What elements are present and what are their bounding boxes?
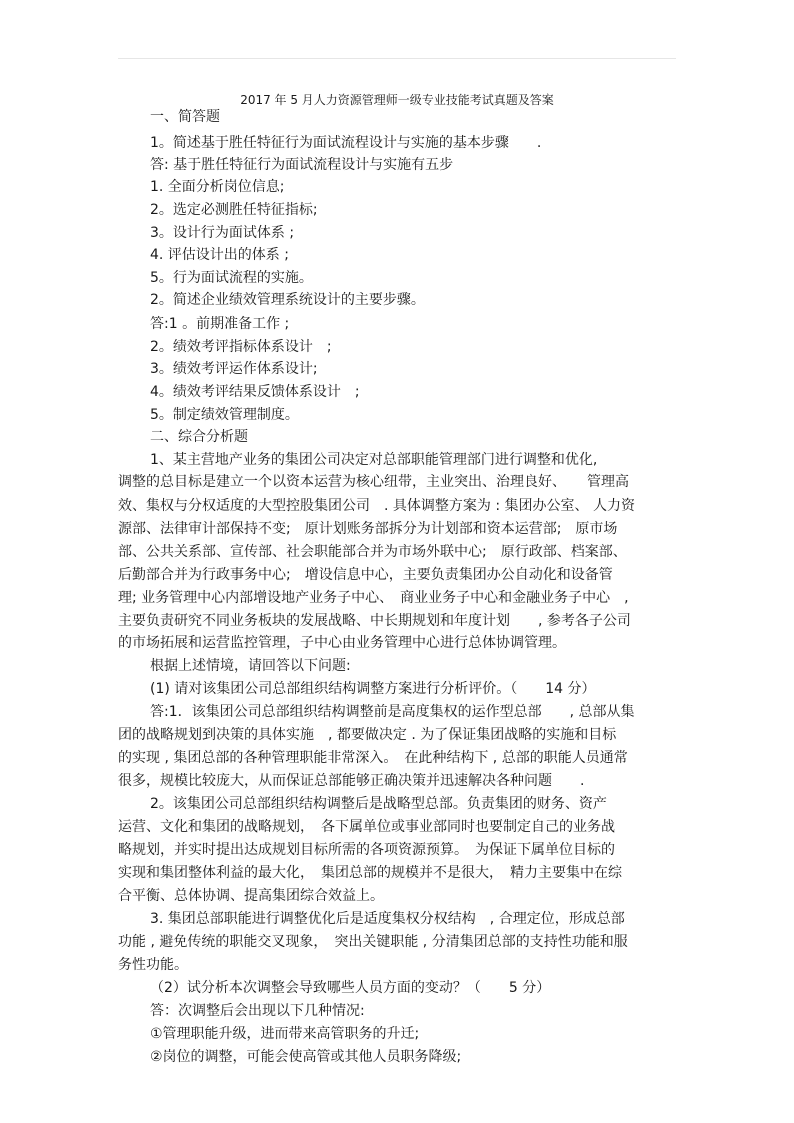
answer-line: 3。绩效考评运作体系设计; (150, 361, 318, 377)
answer-line: 功能 , 避免传统的职能交叉现象， 突出关键职能 , 分清集团总部的支持性功能和服 (118, 934, 628, 950)
case-paragraph-line: 理; 业务管理中心内部增设地产业务子中心、 商业业务子中心和金融业务子中心 , (118, 590, 629, 606)
question: （2）试分析本次调整会导致哪些人员方面的变动？（ 5 分） (150, 980, 551, 996)
case-paragraph-line: 源部、法律审计部保持不变; 原计划账务部拆分为计划部和资本运营部; 原市场 (118, 521, 618, 537)
case-paragraph-line: 调整的总目标是建立一个以资本运营为核心纽带，主业突出、治理良好、 管理高 (118, 474, 629, 490)
document-title: 2017 年 5 月人力资源管理师一级专业技能考试真题及答案 (240, 93, 554, 107)
question: (1) 请对该集团公司总部组织结构调整方案进行分析评价。（ 14 分） (150, 681, 596, 697)
prompt-line: 根据上述情境，请回答以下问题: (150, 658, 351, 674)
answer-line: 3. 集团总部职能进行调整优化后是适度集权分权结构 , 合理定位，形成总部 (150, 911, 625, 927)
answer-line: 2。绩效考评指标体系设计 ; (150, 339, 332, 355)
answer-line: 团的战略规划到决策的具体实施 , 都要做决定 . 为了保证集团战略的实施和目标 (118, 727, 617, 743)
answer-line: 实现和集团整体利益的最大化， 集团总部的规模并不是很大， 精力主要集中在综 (118, 865, 622, 881)
answer-line: 4。绩效考评结果反馈体系设计 ; (150, 384, 360, 400)
answer-line: 务性功能。 (118, 957, 188, 973)
answer-line: 运营、文化和集团的战略规划， 各下属单位或事业部同时也要制定自己的业务战 (118, 819, 615, 835)
answer-line: 略规划，并实时提出达成规划目标所需的各项资源预算。 为保证下属单位目标的 (118, 842, 615, 858)
case-paragraph-line: 1、某主营地产业务的集团公司决定对总部职能管理部门进行调整和优化, (150, 452, 598, 468)
case-paragraph-line: 部、公共关系部、宣传部、社会职能部合并为市场外联中心; 原行政部、档案部、 (118, 544, 627, 560)
answer-line: 5。制定绩效管理制度。 (150, 407, 299, 423)
case-paragraph-line: 效、集权与分权适度的大型控股集团公司 . 具体调整方案为 : 集团办公室、 人力资 (118, 498, 635, 514)
answer-line: 合平衡、总体协调、提高集团综合效益上。 (118, 888, 384, 904)
answer-line: 1. 全面分析岗位信息; (150, 179, 285, 195)
answer-line: 答:1 。前期准备工作 ; (150, 316, 290, 332)
answer-line: ①管理职能升级，进而带来高管职务的升迁; (150, 1026, 420, 1042)
case-paragraph-line: 后勤部合并为行政事务中心; 增设信息中心，主要负责集团办公自动化和设备管 (118, 567, 613, 583)
case-paragraph-line: 主要负责研究不同业务板块的发展战略、中长期规划和年度计划 , 参考各子公司 (118, 613, 631, 629)
answer-line: 2。选定必测胜任特征指标; (150, 202, 318, 218)
question: 1。简述基于胜任特征行为面试流程设计与实施的基本步骤 . (150, 135, 542, 151)
header-rule (118, 58, 676, 59)
answer-line: 3。设计行为面试体系 ; (150, 225, 295, 241)
answer-line: 答: 基于胜任特征行为面试流程设计与实施有五步 (150, 157, 454, 173)
answer-line: 很多，规模比较庞大，从而保证总部能够正确决策并迅速解决各种问题 . (118, 773, 585, 789)
answer-line: 的实现 , 集团总部的各种管理职能非常深入。 在此种结构下 , 总部的职能人员通常 (118, 750, 628, 766)
section-heading: 一、简答题 (150, 109, 220, 125)
answer-line: 5。行为面试流程的实施。 (150, 270, 313, 286)
answer-line: 答：次调整后会出现以下几种情况: (150, 1003, 365, 1019)
answer-line: 4. 评估设计出的体系 ; (150, 247, 289, 263)
case-paragraph-line: 的市场拓展和运营监控管理，子中心由业务管理中心进行总体协调管理。 (118, 635, 566, 651)
answer-line: 2。该集团公司总部组织结构调整后是战略型总部。负责集团的财务、资产 (150, 796, 607, 812)
answer-line: ②岗位的调整，可能会使高管或其他人员职务降级; (150, 1049, 462, 1065)
question: 2。简述企业绩效管理系统设计的主要步骤。 (150, 292, 425, 308)
answer-line: 答:1．该集团公司总部组织结构调整前是高度集权的运作型总部 , 总部从集 (150, 704, 635, 720)
section-heading: 二、综合分析题 (150, 429, 248, 445)
